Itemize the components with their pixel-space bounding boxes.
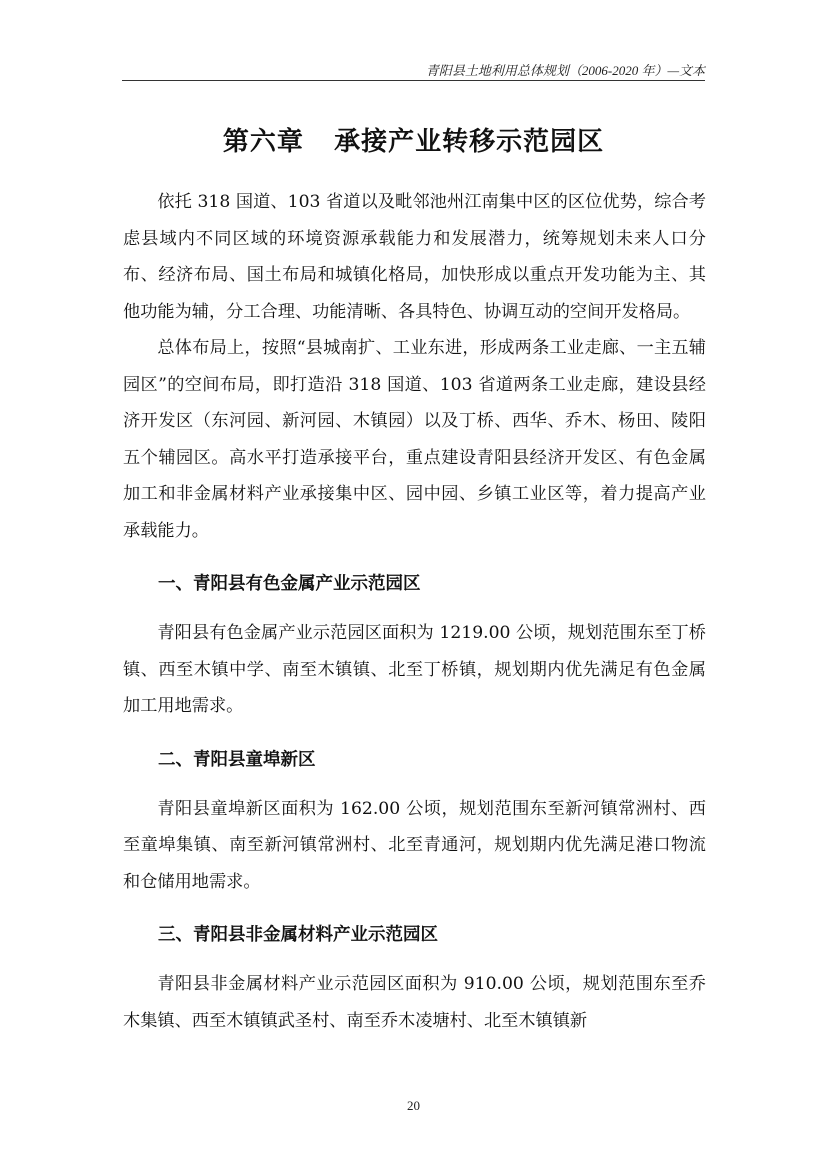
section-paragraph-nonferrous-park: 青阳县有色金属产业示范园区面积为 1219.00 公顷，规划范围东至丁桥镇、西至木镇中学、南至木镇镇、北至丁桥镇，规划期内优先满足有色金属加工用地需求。 bbox=[123, 623, 706, 716]
section-paragraph-nonmetal-park: 青阳县非金属材料产业示范园区面积为 910.00 公顷，规划范围东至乔木集镇、西至木镇镇武圣村、南至乔木凌塘村、北至木镇镇新 bbox=[123, 974, 706, 1031]
chapter-title: 第六章 承接产业转移示范园区 bbox=[222, 127, 605, 157]
document-body bbox=[123, 184, 706, 1039]
header-divider bbox=[122, 80, 705, 81]
section-heading-nonferrous-park: 一、青阳县有色金属产业示范园区 bbox=[158, 574, 421, 594]
intro-paragraph-1: 依托 318 国道、103 省道以及毗邻池州江南集中区的区位优势，综合考虑县域内不同区域的环境资源承载能力和发展潜力，统筹规划未来人口分布、经济布局、国土布局和城镇化格局，加快形成以重点开发功能为主、其他功能为辅，分工合理、功能清晰、各具特色、协调互动的空间开发格局。 bbox=[123, 192, 706, 322]
intro-paragraph-2: 总体布局上，按照“县城南扩、工业东进，形成两条工业走廊、一主五辅园区”的空间布局，即打造沿 318 国道、103 省道两条工业走廊，建设县经济开发区（东河园、新河园、木镇园）以及丁桥、西华、乔木、杨田、陵阳五个辅园区。高水平打造承接平台，重点建设青阳县经济开发区、有色金属加工和非金属材料产业承接集中区、园中园、乡镇工业区等，着力提高产业承载能力。 bbox=[123, 338, 706, 541]
section-heading-tongbu-new-area: 二、青阳县童埠新区 bbox=[158, 749, 316, 770]
running-header: 青阳县土地利用总体规划（2006-2020 年）—文本 bbox=[425, 63, 705, 78]
section-heading-nonmetal-park: 三、青阳县非金属材料产业示范园区 bbox=[158, 925, 438, 945]
page-number: 20 bbox=[407, 1098, 420, 1113]
section-paragraph-tongbu-new-area: 青阳县童埠新区面积为 162.00 公顷，规划范围东至新河镇常洲村、西至童埠集镇、南至新河镇常洲村、北至青通河，规划期内优先满足港口物流和仓储用地需求。 bbox=[123, 798, 706, 892]
